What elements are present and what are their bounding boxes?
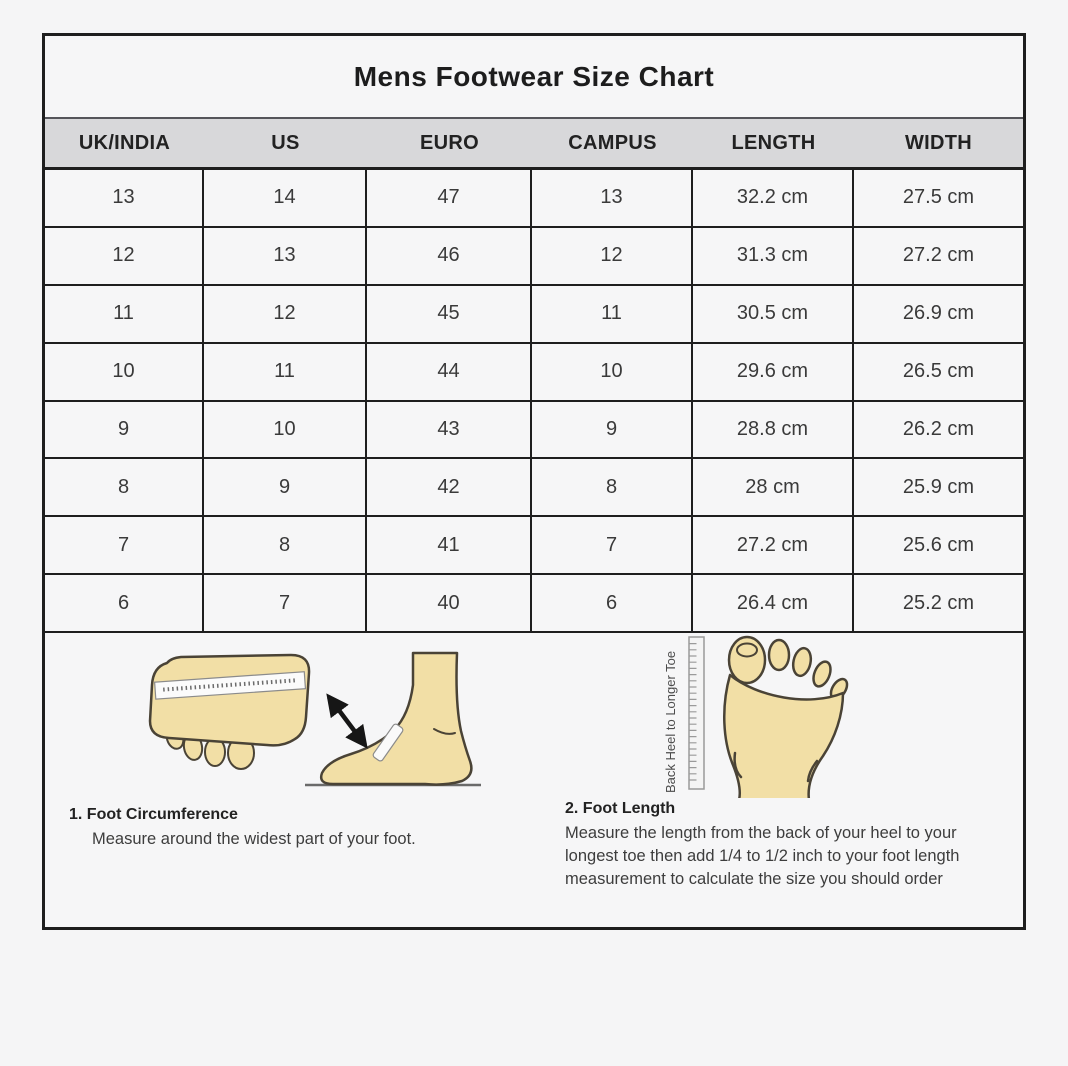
- table-row: [45, 402, 1023, 460]
- table-cell: 10: [532, 344, 693, 400]
- table-cell: 42: [367, 459, 532, 515]
- table-cell: 47: [367, 170, 532, 226]
- column-header-us: US: [271, 131, 300, 154]
- table-cell: 9: [45, 402, 204, 458]
- foot-circumference-illustration: [137, 641, 487, 799]
- note-body: Measure the length from the back of your heel to your longest toe then add 1/4 to 1/2 inch to your foot length measurement to calculate the size you should order: [565, 824, 960, 888]
- title-row: [45, 36, 1023, 117]
- size-chart-panel: [42, 33, 1026, 930]
- illustration-zone: [45, 633, 1023, 800]
- table-cell: 27.5 cm: [902, 186, 975, 209]
- table-cell: 8: [204, 517, 367, 573]
- table-cell: 26.9 cm: [902, 302, 975, 325]
- table-cell: 44: [367, 344, 532, 400]
- table-cell: 41: [367, 517, 532, 573]
- table-cell: 12: [45, 228, 204, 284]
- table-cell: 13: [532, 170, 693, 226]
- note-body: Measure around the widest part of your foot.: [92, 830, 416, 848]
- table-cell: 8: [45, 459, 204, 515]
- table-body: [45, 170, 1023, 633]
- table-cell: 40: [367, 575, 532, 631]
- table-cell: 10: [45, 344, 204, 400]
- column-header-euro: EURO: [420, 131, 479, 154]
- table-header-row: [45, 117, 1023, 170]
- table-cell: 11: [532, 286, 693, 342]
- table-cell: 9: [532, 402, 693, 458]
- page-title: Mens Footwear Size Chart: [353, 60, 715, 92]
- note-title: 2. Foot Length: [565, 800, 676, 817]
- note-title: 1. Foot Circumference: [69, 806, 238, 823]
- table-cell: 26.5 cm: [902, 360, 975, 383]
- table-cell: 13: [204, 228, 367, 284]
- note-foot-length: [565, 800, 1007, 890]
- table-row: [45, 517, 1023, 575]
- column-header-length: LENGTH: [731, 131, 816, 154]
- table-cell: 27.2 cm: [693, 517, 854, 573]
- table-cell: 7: [204, 575, 367, 631]
- table-cell: 26.2 cm: [902, 417, 975, 440]
- column-header-uk-india: UK/INDIA: [78, 131, 171, 154]
- table-cell: 10: [204, 402, 367, 458]
- table-row: [45, 286, 1023, 344]
- table-cell: 13: [45, 170, 204, 226]
- table-cell: 45: [367, 286, 532, 342]
- table-cell: 25.9 cm: [902, 475, 975, 498]
- table-cell: 28 cm: [693, 459, 854, 515]
- table-cell: 26.4 cm: [693, 575, 854, 631]
- column-header-campus: CAMPUS: [568, 131, 657, 154]
- column-header-width: WIDTH: [904, 131, 973, 154]
- foot-length-illustration: [657, 633, 897, 800]
- table-cell: 25.6 cm: [902, 533, 975, 556]
- table-cell: 12: [532, 228, 693, 284]
- table-cell: 25.2 cm: [902, 591, 975, 614]
- foot-front-view-shape: [150, 655, 309, 769]
- table-cell: 14: [204, 170, 367, 226]
- double-arrow-icon: [329, 697, 365, 745]
- table-cell: 29.6 cm: [693, 344, 854, 400]
- table-cell: 11: [204, 344, 367, 400]
- table-cell: 30.5 cm: [693, 286, 854, 342]
- table-cell: 8: [532, 459, 693, 515]
- table-cell: 32.2 cm: [693, 170, 854, 226]
- table-cell: 6: [532, 575, 693, 631]
- table-row: [45, 459, 1023, 517]
- table-cell: 6: [45, 575, 204, 631]
- table-cell: 7: [45, 517, 204, 573]
- notes-zone: [45, 800, 1023, 924]
- table-row: [45, 575, 1023, 633]
- table-cell: 7: [532, 517, 693, 573]
- table-cell: 43: [367, 402, 532, 458]
- table-cell: 28.8 cm: [693, 402, 854, 458]
- table-row: [45, 344, 1023, 402]
- table-cell: 12: [204, 286, 367, 342]
- table-cell: 27.2 cm: [902, 244, 975, 267]
- table-cell: 31.3 cm: [693, 228, 854, 284]
- table-cell: 46: [367, 228, 532, 284]
- foot-top-view-shape: [724, 637, 850, 800]
- table-row: [45, 170, 1023, 228]
- ruler-label: Back Heel to Longer Toe: [663, 650, 678, 793]
- ruler-icon: [689, 637, 704, 789]
- note-foot-circumference: [69, 806, 529, 851]
- table-cell: 9: [204, 459, 367, 515]
- table-row: [45, 228, 1023, 286]
- table-cell: 11: [45, 286, 204, 342]
